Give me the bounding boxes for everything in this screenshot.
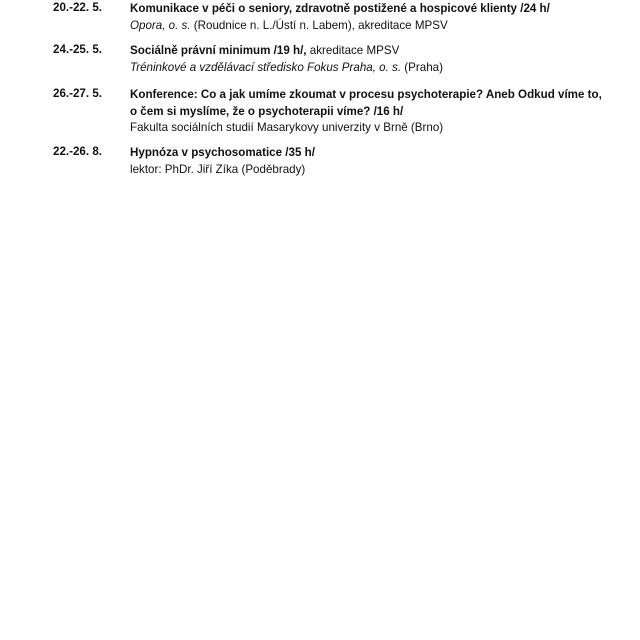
- course-detail: (Roudnice n. L./Ústí n. Labem), akreditace MPSV: [190, 18, 448, 32]
- course-detail: lektor: PhDr. Jiří Zíka (Poděbrady): [130, 162, 306, 176]
- course-detail: Fakulta sociálních studií Masarykovy univerzity v Brně (Brno): [130, 121, 444, 135]
- course-title: Hypnóza v psychosomatice /35 h/: [130, 146, 315, 159]
- course-date: 22.-26. 8.: [53, 145, 102, 158]
- course-date: 24.-25. 5.: [53, 43, 102, 56]
- course-accreditation: akreditace MPSV: [306, 44, 400, 57]
- course-organizer: Opora, o. s.: [130, 18, 191, 32]
- course-title: Sociálně právní minimum /19 h/,: [130, 44, 307, 57]
- course-date: 26.-27. 5.: [53, 87, 102, 100]
- course-date: 20.-22. 5.: [53, 1, 102, 14]
- course-detail: (Praha): [401, 60, 443, 74]
- course-title-continued: o čem si myslíme, že o psychoterapii víme? /16 h/: [130, 104, 404, 118]
- course-title: Komunikace v péči o seniory, zdravotně postižené a hospicové klienty /24 h/: [130, 2, 550, 15]
- course-title: Konference: Co a jak umíme zkoumat v procesu psychoterapie? Aneb Odkud víme to,: [130, 88, 602, 101]
- course-organizer: Tréninkové a vzdělávací středisko Fokus Praha, o. s.: [130, 60, 402, 74]
